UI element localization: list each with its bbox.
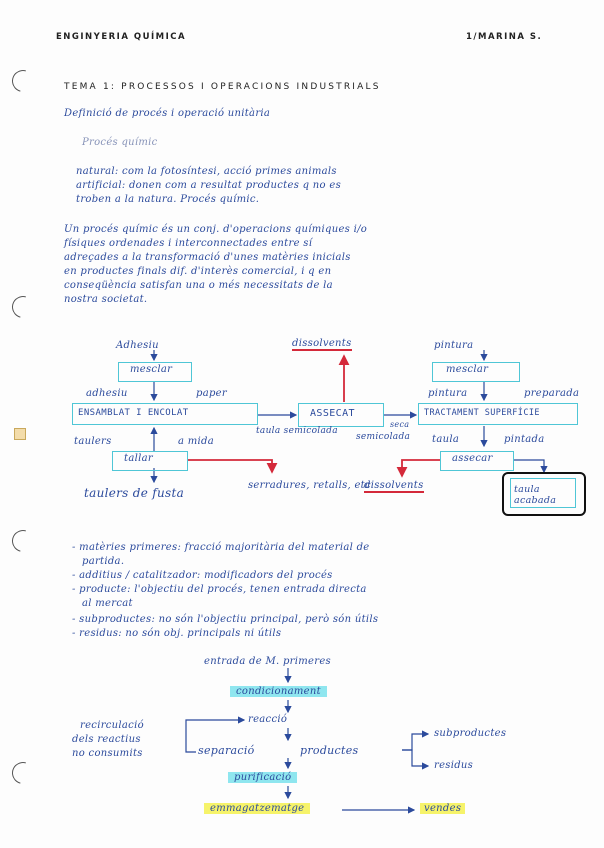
label-a-mida: a mida: [178, 436, 214, 447]
label-serradures: serradures, retalls, etc: [248, 480, 371, 491]
step-mesclar-left-label: mesclar: [130, 364, 173, 375]
label-preparada: preparada: [524, 388, 580, 399]
header-author: 1/MARINA S.: [466, 32, 543, 42]
label-taulers-fusta: taulers de fusta: [84, 486, 185, 500]
page-title: TEMA 1: PROCESSOS I OPERACIONS INDUSTRIALS: [64, 82, 381, 92]
paragraph-line: físiques ordenades i interconnectades entre sí: [64, 238, 313, 249]
definition-line: partida.: [82, 556, 125, 567]
definition-line: - matèries primeres: fracció majoritària del material de: [72, 542, 370, 553]
step-reaccio: reacció: [248, 714, 288, 725]
definition-line: - subproductes: no són l'objectiu principal, però són útils: [72, 614, 379, 625]
label-adhesiu: Adhesiu: [116, 340, 159, 351]
label-recirculacio: no consumits: [72, 748, 143, 759]
label-pintura-small: pintura: [428, 388, 468, 399]
step-purificacio: purificació: [228, 772, 297, 783]
paragraph-line: conseqüència satisfan una o més necessitats de la: [64, 280, 333, 291]
label-vendes: vendes: [420, 803, 465, 814]
step-assecat-label: ASSECAT: [310, 408, 355, 419]
intro-line: natural: com la fotosíntesi, acció primes animals: [76, 166, 337, 177]
step-ensamblat-label: ENSAMBLAT I ENCOLAT: [78, 408, 189, 418]
definition-line: al mercat: [82, 598, 133, 609]
paragraph-line: nostra societat.: [64, 294, 148, 305]
intro-line: artificial: donen com a resultat productes q no es: [76, 180, 341, 191]
intro-line: troben a la natura. Procés químic.: [76, 194, 260, 205]
step-assecar-label: assecar: [452, 453, 493, 464]
step-tractament-label: TRACTAMENT SUPERFÍCIE: [424, 408, 540, 418]
label-adhesiu-small: adhesiu: [86, 388, 128, 399]
label-pintada: pintada: [504, 434, 545, 445]
definition-line: - additius / catalitzador: modificadors del procés: [72, 570, 333, 581]
step-condicionament: condicionament: [230, 686, 327, 697]
definition-line: - residus: no són obj. principals ni útils: [72, 628, 282, 639]
label-taulers: taulers: [74, 436, 112, 447]
label-pintura: pintura: [434, 340, 474, 351]
paragraph-line: Un procés químic és un conj. d'operacions químiques i/o: [64, 224, 368, 235]
label-subproductes: subproductes: [434, 728, 507, 739]
paragraph-line: en productes finals dif. d'interès comercial, i q en: [64, 266, 332, 277]
label-recirculacio: recirculació: [80, 720, 144, 731]
step-tallar-label: tallar: [124, 453, 153, 464]
label-taula-semicolada-left: taula semicolada: [256, 426, 338, 436]
label-recirculacio: dels reactius: [72, 734, 141, 745]
final-product-label: taula acabada: [514, 484, 557, 506]
label-entrada: entrada de M. primeres: [204, 656, 331, 667]
header-subject: ENGINYERIA QUÍMICA: [56, 32, 187, 42]
step-emmagatzematge: emmagatzematge: [204, 803, 310, 814]
paragraph-line: adreçades a la transformació d'unes matèries inicials: [64, 252, 351, 263]
label-paper: paper: [196, 388, 227, 399]
label-seca: seca: [390, 420, 410, 429]
step-productes: productes: [300, 744, 359, 757]
label-residus: residus: [434, 760, 474, 771]
step-separacio: separació: [198, 744, 255, 757]
label-taula-right: taula: [432, 434, 460, 445]
step-mesclar-right-label: mesclar: [446, 364, 489, 375]
label-dissolvents-bottom: dissolvents: [364, 480, 424, 491]
definition-line: - producte: l'objectiu del procés, tenen entrada directa: [72, 584, 367, 595]
process-label: Procés químic: [82, 137, 158, 148]
label-dissolvents-top: dissolvents: [292, 338, 352, 349]
label-semicolada-right: semicolada: [356, 432, 411, 442]
definitions-heading: Definició de procés i operació unitària: [64, 108, 271, 119]
